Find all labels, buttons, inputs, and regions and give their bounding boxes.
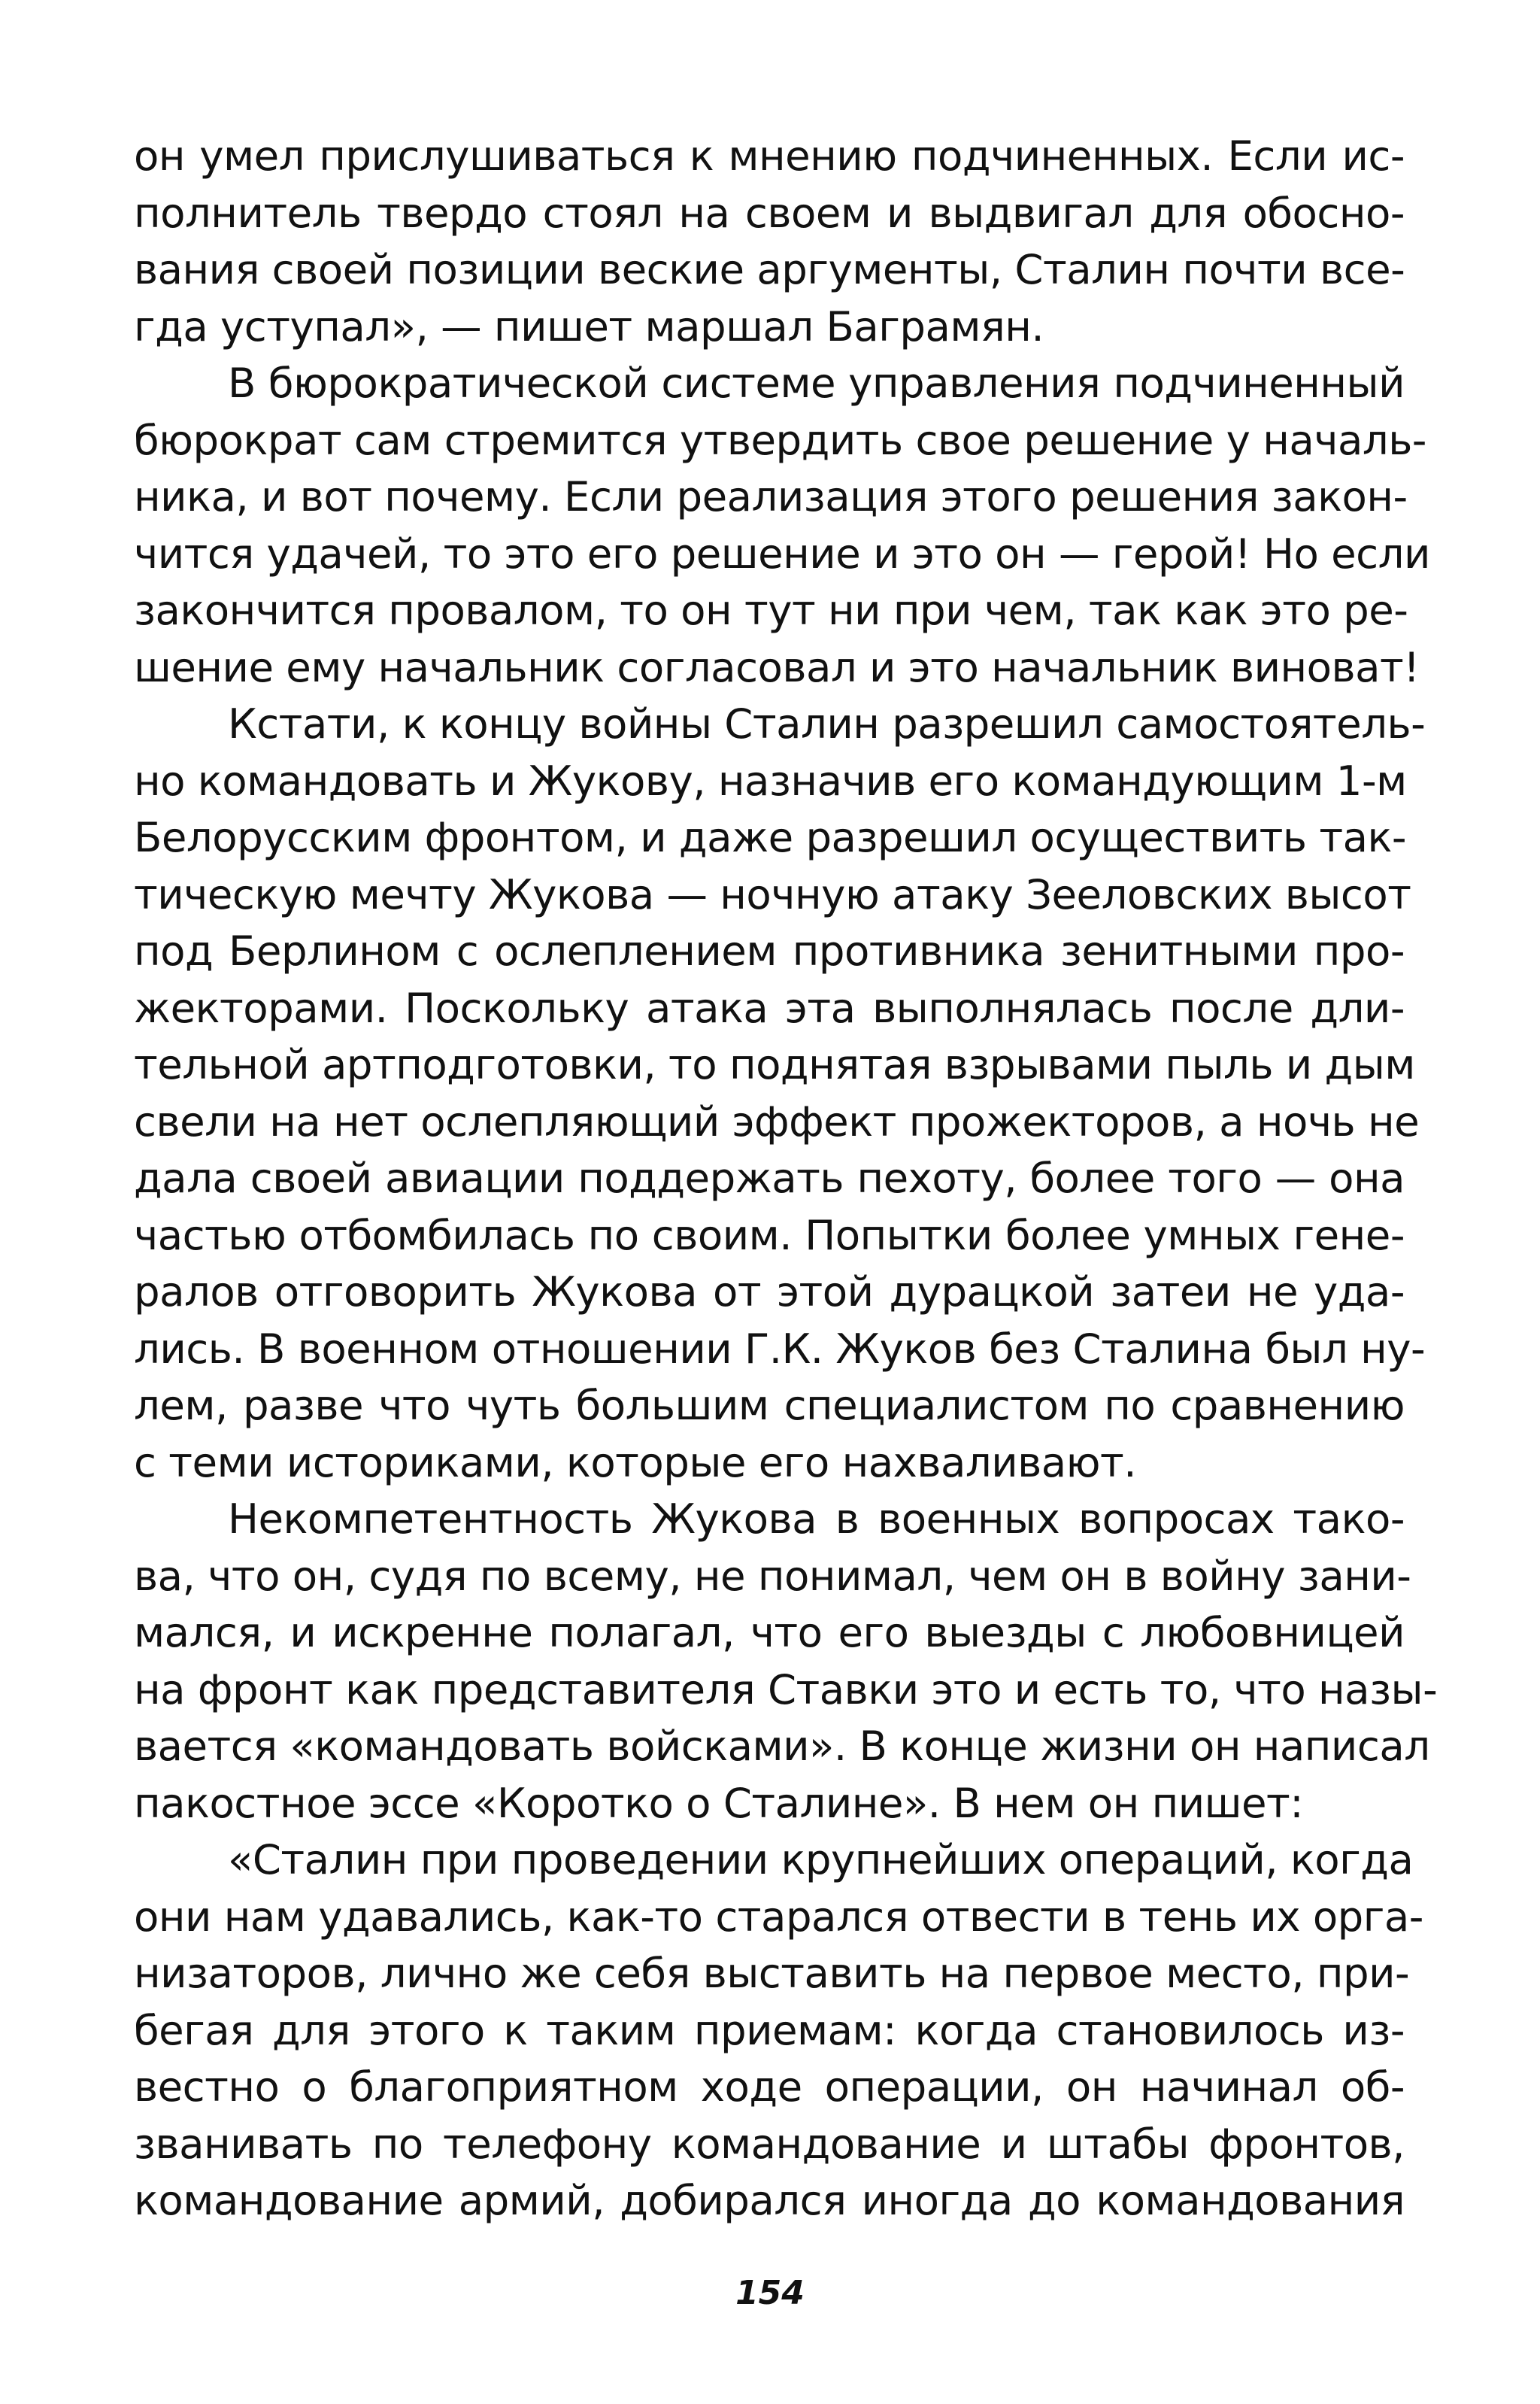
- text-line: бюрократ сам стремится утвердить свое решение у началь-: [134, 415, 1426, 464]
- text-line: Белорусским фронтом, и даже разрешил осуществить так-: [134, 813, 1407, 861]
- text-line: свели на нет ослепляющий эффект прожекторов, а ночь не: [134, 1097, 1420, 1146]
- paragraph: [134, 1491, 1438, 1832]
- paragraph: [134, 696, 1426, 1491]
- text-line: лем, разве что чуть большим специалистом по сравнению: [134, 1381, 1405, 1429]
- text-line: вания своей позиции веские аргументы, Сталин почти все-: [134, 245, 1405, 293]
- text-line: тельной артподготовки, то поднятая взрывами пыль и дым: [134, 1040, 1415, 1088]
- page-body: [134, 128, 1438, 2229]
- text-line: пакостное эссе «Коротко о Сталине». В нем он пишет:: [134, 1778, 1304, 1827]
- text-line: под Берлином с ослеплением противника зенитными про-: [134, 927, 1405, 975]
- text-line: званивать по телефону командование и штабы фронтов,: [134, 2119, 1405, 2168]
- text-line: ралов отговорить Жукова от этой дурацкой затеи не уда-: [134, 1267, 1405, 1316]
- text-line: командование армий, добирался иногда до командования: [134, 2176, 1405, 2224]
- text-line: вестно о благоприятном ходе операции, он начинал об-: [134, 2063, 1405, 2111]
- text-line: но командовать и Жукову, назначив его командующим 1-м: [134, 756, 1407, 805]
- page-number: 154: [735, 2274, 805, 2312]
- text-line: вается «командовать войсками». В конце жизни он написал: [134, 1722, 1430, 1770]
- text-line: дала своей авиации поддержать пехоту, более того — она: [134, 1154, 1405, 1202]
- text-line: Кстати, к концу войны Сталин разрешил самостоятель-: [228, 700, 1426, 748]
- text-line: они нам удавались, как-то старался отвести в тень их орга-: [134, 1892, 1423, 1941]
- text-line: чится удачей, то это его решение и это он — герой! Но если: [134, 529, 1430, 578]
- text-line: В бюрократической системе управления подчиненный: [228, 359, 1405, 407]
- text-line: бегая для этого к таким приемам: когда становилось из-: [134, 2005, 1405, 2054]
- text-line: полнитель твердо стоял на своем и выдвигал для обосно-: [134, 188, 1405, 237]
- text-line: на фронт как представителя Ставки это и есть то, что назы-: [134, 1665, 1438, 1713]
- text-line: «Сталин при проведении крупнейших операций, когда: [228, 1835, 1414, 1883]
- text-line: жекторами. Поскольку атака эта выполнялась после дли-: [134, 983, 1405, 1032]
- text-line: ника, и вот почему. Если реализация этого решения закон-: [134, 472, 1408, 521]
- text-line: закончится провалом, то он тут ни при чем, так как это ре-: [134, 586, 1408, 634]
- text-line: он умел прислушиваться к мнению подчиненных. Если ис-: [134, 132, 1405, 180]
- text-line: низаторов, лично же себя выставить на первое место, при-: [134, 1949, 1410, 1997]
- text-line: мался, и искренне полагал, что его выезды с любовницей: [134, 1608, 1405, 1656]
- text-line: частью отбомбилась по своим. Попытки более умных гене-: [134, 1210, 1405, 1259]
- text-line: гда уступал», — пишет маршал Баграмян.: [134, 302, 1044, 351]
- text-line: Некомпетентность Жукова в военных вопросах тако-: [228, 1495, 1405, 1543]
- text-line: тическую мечту Жукова — ночную атаку Зееловских высот: [134, 870, 1411, 918]
- paragraph: [134, 1832, 1423, 2229]
- text-line: с теми историками, которые его нахваливают.: [134, 1437, 1137, 1486]
- paragraph: [134, 355, 1430, 696]
- paragraph: [134, 128, 1405, 355]
- text-line: ва, что он, судя по всему, не понимал, чем он в войну зани-: [134, 1551, 1411, 1600]
- text-line: шение ему начальник согласовал и это начальник виноват!: [134, 642, 1420, 691]
- text-line: лись. В военном отношении Г.К. Жуков без Сталина был ну-: [134, 1324, 1426, 1373]
